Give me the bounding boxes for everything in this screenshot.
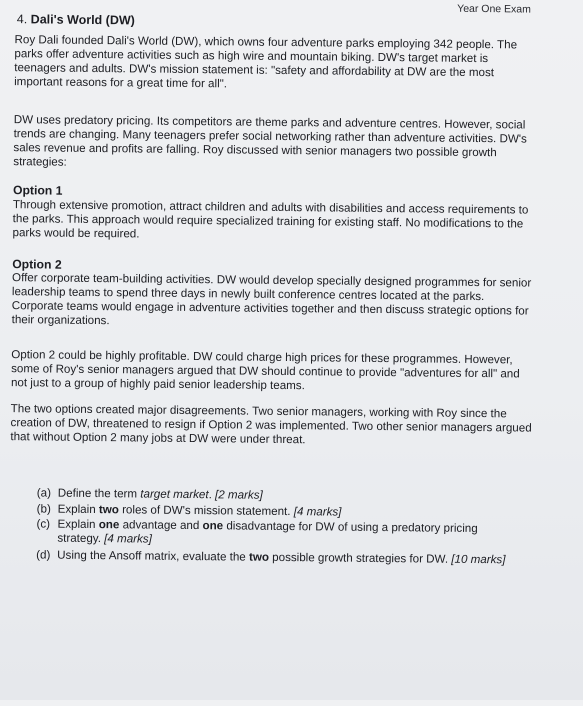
case-paragraph-3: Option 2 could be highly profitable. DW could charge high prices for these programmes. However, some of Roy's senior managers argued that DW should continue to provide "adventures for all" and not just to a group of highly paid senior leadership teams. <box>10 348 520 393</box>
question-heading: Dali's World (DW) <box>30 12 135 28</box>
option-2-text: Offer corporate team-building activities. DW would develop specially designed programmes for senior leadership teams to spend three days in newly built conference centres located at the parks. Corporate teams would engage in adventure activities together and then discuss strategic options for their organizations. <box>11 271 532 327</box>
subquestion-label: (d) <box>36 548 51 562</box>
subquestion-label: (c) <box>36 517 51 531</box>
marks: [10 marks] <box>451 552 506 567</box>
subquestion-label: (a) <box>36 486 52 500</box>
option-1-heading: Option 1 <box>12 183 63 198</box>
term-emphasis: target market <box>140 487 209 502</box>
exam-header: Year One Exam <box>457 2 531 16</box>
case-paragraph-4: The two options created major disagreements. Two senior managers, working with Roy since the creation of DW, threatened to resign if Option 2 was implemented. Two other senior managers argued that without Option 2 many jobs at DW were under threat. <box>10 402 532 447</box>
subquestion-label: (b) <box>36 502 51 516</box>
marks: [4 marks] <box>104 532 152 546</box>
subquestion-a: (a) Define the term target market. [2 marks] <box>36 486 263 502</box>
question-title <box>17 12 135 27</box>
option-2-heading: Option 2 <box>12 257 62 272</box>
subquestion-b: (b) Explain two roles of DW's mission statement. [4 marks] <box>36 502 342 519</box>
subquestion-continuation: strategy. [4 marks] <box>57 531 152 546</box>
subquestion-c: (c) Explain one advantage and one disadvantage for DW of using a predatory pricing strategy. [4 marks] <box>36 517 556 550</box>
subquestion-d: (d) Using the Ansoff matrix, evaluate the two possible growth strategies for DW. [10 marks] <box>36 548 506 567</box>
option-1-text: Through extensive promotion, attract children and adults with disabilities and access requirements to the parks. This approach would require specialized training for existing staff. No modifications to the parks would be required. <box>12 198 529 241</box>
marks: [4 marks] <box>293 505 342 519</box>
case-paragraph-1: Roy Dali founded Dali's World (DW), which owns four adventure parks employing 342 people. The parks offer adventure activities such as high wire and mountain biking. DW's target market is teenagers and adults. DW's mission statement is: "safety and affordability at DW are the most important reasons for a great time for all". <box>14 33 518 91</box>
marks: [2 marks] <box>215 488 263 502</box>
case-paragraph-2: DW uses predatory pricing. Its competitors are theme parks and adventure centres. However, social trends are changing. Many teenagers prefer social networking rather than adventure activities. DW's sales revenue and profits are falling. Roy discussed with senior managers two possible growth strategies: <box>13 113 527 169</box>
question-number: 4. <box>16 12 28 27</box>
